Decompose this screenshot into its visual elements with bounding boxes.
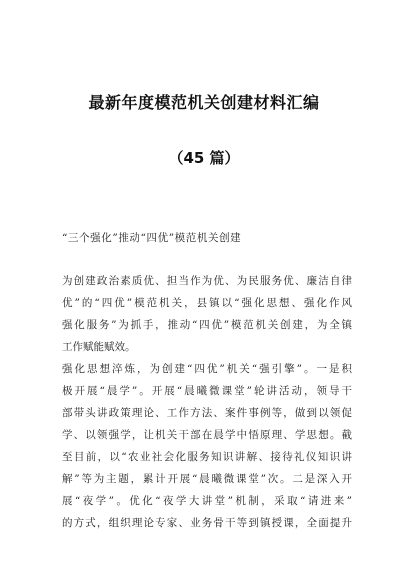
body-line: 极开展“晨学”。开展“晨曦微课堂”轮讲活动，领导干 <box>62 385 352 397</box>
document-title: 最新年度模范机关创建材料汇编 <box>88 93 320 112</box>
article-count: （45 篇） <box>168 149 240 167</box>
body-line: 优”的“四优”模范机关，县镇以“强化思想、强化作风 <box>62 297 352 309</box>
body-line: 学、以领强学，让机关干部在晨学中悟原理、学思想。截 <box>62 429 352 441</box>
body-line: 为创建政治素质优、担当作为优、为民服务优、廉洁自律 <box>62 275 352 287</box>
body-line: 展“夜学”。优化“夜学大讲堂”机制，采取“请进来” <box>62 495 352 507</box>
body-line: 工作赋能赋效。 <box>62 341 136 353</box>
body-line: 的方式，组织理论专家、业务骨干等到镇授课，全面提升 <box>62 517 352 529</box>
body-line: 强化思想淬炼，为创建“四优”机关“强引擎”。一是积 <box>62 363 352 375</box>
body-line: 至目前，以“农业社会化服务知识讲解、接待礼仪知识讲 <box>62 451 352 463</box>
body-line: 解”等为主题，累计开展“晨曦微课堂”次。二是深入开 <box>62 473 352 485</box>
body-line: 部带头讲政策理论、工作方法、案件事例等，做到以领促 <box>62 407 352 419</box>
body-paragraphs <box>62 270 352 534</box>
body-line: 强化服务”为抓手，推动“四优”模范机关创建，为全镇 <box>62 319 352 331</box>
article-subtitle: “三个强化”推动“四优”模范机关创建 <box>62 232 242 244</box>
